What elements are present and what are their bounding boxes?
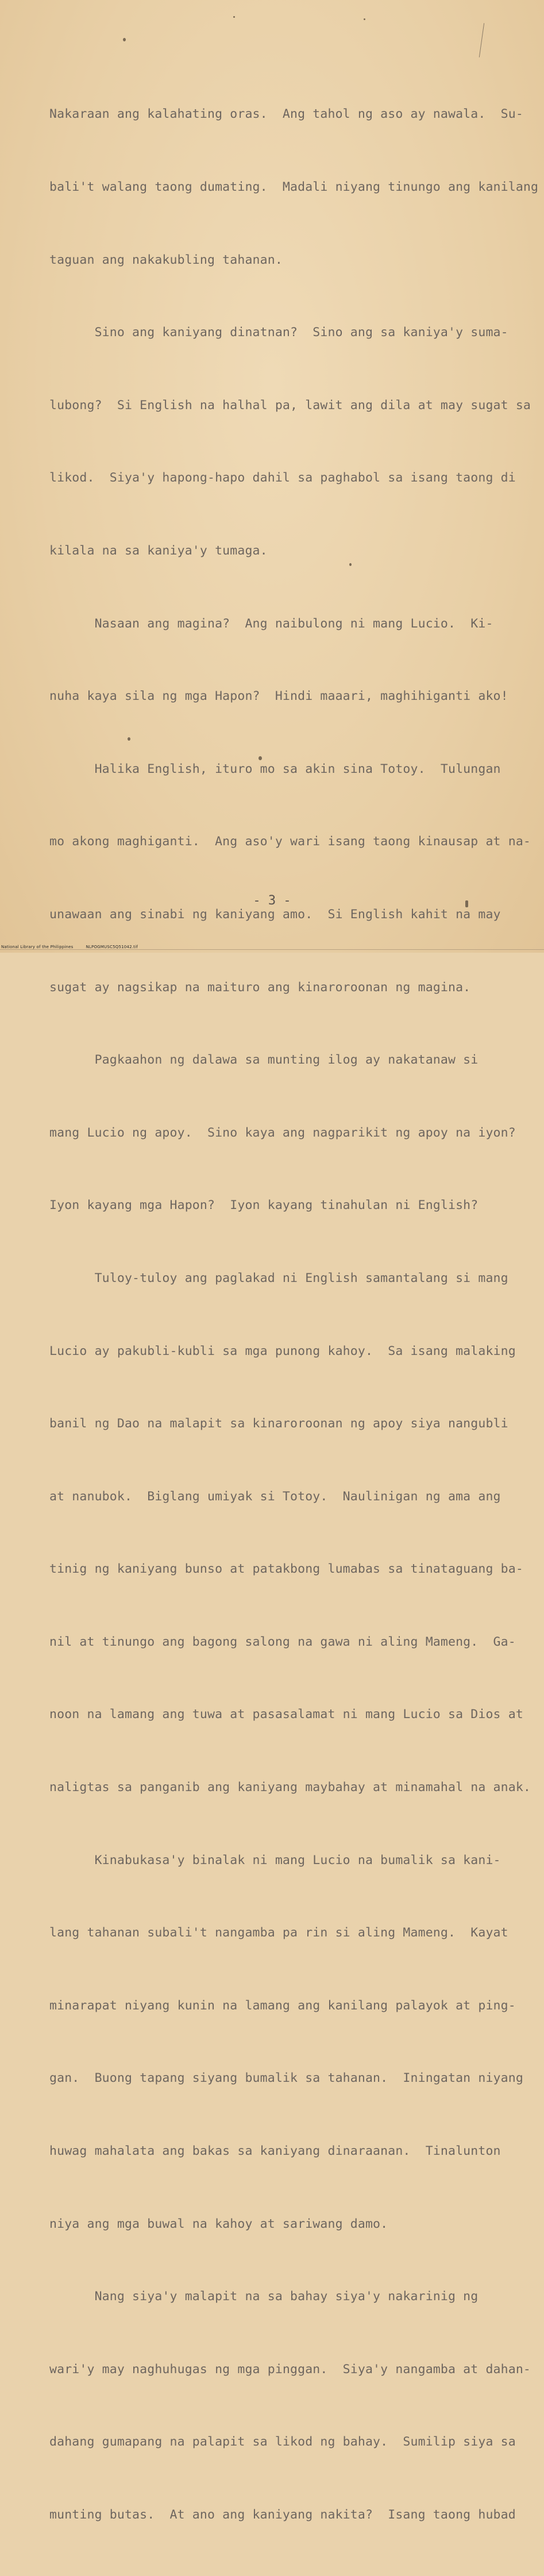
text-line: Pagkaahon ng dalawa sa munting ilog ay nakatanaw si [49, 1053, 479, 1068]
footer-file-id: NLPOGMUSC5Q51042.tif [86, 945, 138, 949]
text-line: Halika English, ituro mo sa akin sina Totoy. Tulungan [49, 761, 501, 776]
text-line: unawaan ang sinabi ng kaniyang amo. Si English kahit na may [49, 907, 501, 922]
text-line: tinig ng kaniyang bunso at patakbong lumabas sa tinataguang ba- [49, 1562, 523, 1577]
paper-speck [233, 16, 235, 18]
text-line: Nang siya'y malapit na sa bahay siya'y nakarinig ng [49, 2289, 479, 2304]
text-line: Kinabukasa'y binalak ni mang Lucio na bumalik sa kani- [49, 1853, 501, 1867]
footer-divider [0, 949, 544, 950]
text-line: mang Lucio ng apoy. Sino kaya ang nagparikit ng apoy na iyon? [49, 1125, 516, 1140]
text-line: taguan ang nakakubling tahanan. [49, 252, 283, 267]
text-line: munting butas. At ano ang kaniyang nakita? Isang taong hubad [49, 2508, 516, 2522]
text-line: gan. Buong tapang siyang bumalik sa tahanan. Iningatan niyang [49, 2071, 523, 2086]
text-line: Nakaraan ang kalahating oras. Ang tahol ng aso ay nawala. Su- [49, 107, 523, 122]
paper-speck [123, 38, 126, 41]
paper-scratch [479, 23, 484, 57]
text-line: niya ang mga buwal na kahoy at sariwang damo. [49, 2216, 388, 2231]
text-line: kilala na sa kaniya'y tumaga. [49, 543, 268, 558]
text-line: Tuloy-tuloy ang paglakad ni English samantalang si mang [49, 1270, 508, 1285]
text-line: huwag mahalata ang bakas sa kaniyang dinaraanan. Tinalunton [49, 2144, 501, 2159]
text-line: Lucio ay pakubli-kubli sa mga punong kahoy. Sa isang malaking [49, 1343, 516, 1358]
scan-footer [1, 945, 151, 949]
text-line: at nanubok. Biglang umiyak si Totoy. Naulinigan ng ama ang [49, 1489, 501, 1504]
text-line: noon na lamang ang tuwa at pasasalamat ni mang Lucio sa Dios at [49, 1707, 523, 1722]
text-line: mo akong maghiganti. Ang aso'y wari isang taong kinausap at na- [49, 834, 531, 849]
text-line: banil ng Dao na malapit sa kinaroroonan ng apoy siya nangubli [49, 1416, 508, 1431]
text-line: dahang gumapang na palapit sa likod ng bahay. Sumilip siya sa [49, 2435, 516, 2450]
text-line: lang tahanan subali't nangamba pa rin si aling Mameng. Kayat [49, 1926, 508, 1940]
typewritten-text [49, 54, 539, 2576]
text-line: likod. Siya'y hapong-hapo dahil sa paghabol sa isang taong di [49, 471, 516, 486]
text-line: Iyon kayang mga Hapon? Iyon kayang tinahulan ni English? [49, 1198, 479, 1213]
footer-institution: National Library of the Philippines [1, 945, 74, 949]
text-line: nuha kaya sila ng mga Hapon? Hindi maaari, maghihiganti ako! [49, 689, 508, 704]
text-line: Sino ang kaniyang dinatnan? Sino ang sa kaniya'y suma- [49, 325, 508, 340]
text-line: minarapat niyang kunin na lamang ang kanilang palayok at ping- [49, 1998, 516, 2013]
paper-speck [364, 18, 365, 20]
text-line: lubong? Si English na halhal pa, lawit ang dila at may sugat sa [49, 398, 531, 413]
text-line: wari'y may naghuhugas ng mga pinggan. Siya'y nangamba at dahan- [49, 2362, 531, 2377]
text-line: naligtas sa panganib ang kaniyang maybahay at minamahal na anak. [49, 1780, 531, 1795]
text-line: Nasaan ang magina? Ang naibulong ni mang Lucio. Ki- [49, 616, 493, 631]
text-line: sugat ay nagsikap na maituro ang kinaroroonan ng magina. [49, 980, 471, 995]
text-line: bali't walang taong dumating. Madali niyang tinungo ang kanilang [49, 180, 539, 194]
page-number: - 3 - [253, 894, 291, 908]
text-line: nil at tinungo ang bagong salong na gawa ni aling Mameng. Ga- [49, 1634, 516, 1649]
